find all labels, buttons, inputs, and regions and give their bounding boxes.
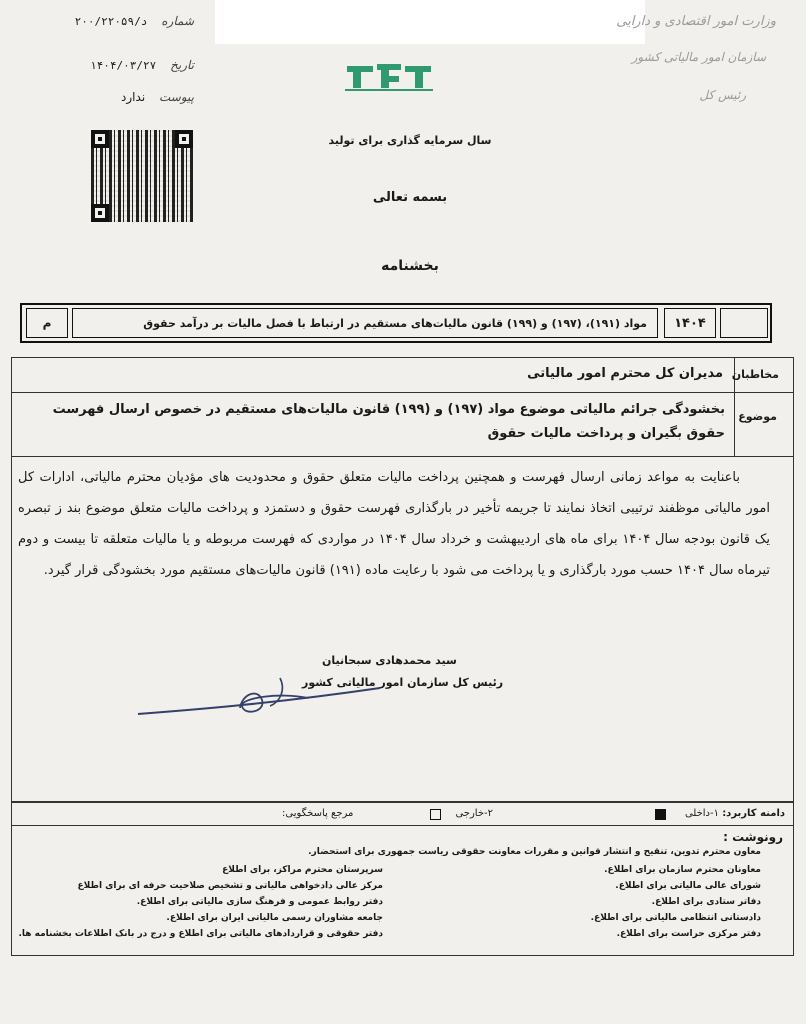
subject-value: بخشودگی جرائم مالیاتی موضوع مواد (۱۹۷) و (۱۹۹) قانون مالیات‌های مستقیم در خصوص ارسال فهرست حقوق بگیران و پرداخت مالیات حقوق <box>52 402 725 441</box>
basmala: بسمه تعالی <box>372 190 448 205</box>
copy-left-1: سرپرستان محترم مراکز، برای اطلاع <box>222 865 383 875</box>
circular-table <box>11 357 794 802</box>
attachment-value: ندارد <box>121 90 146 104</box>
internal-checkbox[interactable] <box>655 809 666 820</box>
external-checkbox[interactable] <box>430 809 441 820</box>
subject-label: موضوع <box>738 410 777 423</box>
copy-left-3: دفتر روابط عمومی و فرهنگ سازی مالیاتی برای اطلاع. <box>136 897 383 907</box>
date-label: تاریخ <box>170 58 194 72</box>
signer-name: سید محمدهادی سبحانیان <box>322 654 457 667</box>
subject-title: مواد (۱۹۱)، (۱۹۷) و (۱۹۹) قانون مالیات‌های مستقیم در ارتباط با فصل مالیات بر درآمد حقوق <box>72 308 658 338</box>
recipients-value: مدیران کل محترم امور مالیاتی <box>527 366 723 381</box>
number-label: شماره <box>161 14 194 28</box>
attachment-row <box>121 90 194 104</box>
copy-left-2: مرکز عالی دادخواهی مالیاتی و تشخیص صلاحیت حرفه ای برای اطلاع <box>77 881 383 891</box>
number-value: د/۲۰۰/۲۲۰۵۹ <box>74 15 148 28</box>
copy-right-4: دفاتر ستادی برای اطلاع. <box>651 897 761 907</box>
number-row <box>75 14 194 28</box>
copy-right-6: دفتر مرکزی حراست برای اطلاع. <box>616 929 761 939</box>
recipients-label: مخاطبان <box>731 368 779 381</box>
org-line-1: وزارت امور اقتصادی و دارایی <box>616 14 776 29</box>
date-value: ۱۴۰۴/۰۳/۲۷ <box>90 59 157 72</box>
date-row <box>90 58 194 72</box>
copy-left-5: دفتر حقوقی و قراردادهای مالیاتی برای اطلاع و درج در بانک اطلاعات بخشنامه ها. <box>18 929 383 939</box>
org-line-2: سازمان امور مالیاتی کشور <box>631 50 766 64</box>
external-label: ۲-خارجی <box>455 808 493 819</box>
copies-box <box>11 826 794 956</box>
subject-code: م <box>26 308 68 338</box>
tax-organization-logo-icon <box>343 58 435 94</box>
doc-type-title: بخشنامه <box>381 258 439 274</box>
qr-code-icon <box>91 130 193 222</box>
signer-title: رئیس کل سازمان امور مالیاتی کشور <box>302 676 504 689</box>
copy-right-1: معاون محترم تدوین، تنقیح و انتشار قوانین و مقررات معاونت حقوقی ریاست جمهوری برای استحضار. <box>308 847 761 857</box>
scope-label: دامنه کاربرد: <box>722 808 785 819</box>
reference-label: مرجع پاسخگویی: <box>282 808 354 819</box>
signature-icon <box>130 658 390 728</box>
attachment-label: پیوست <box>159 90 194 104</box>
copy-left-4: جامعه مشاوران رسمی مالیاتی ایران برای اطلاع. <box>166 913 383 923</box>
body-paragraph: باعنایت به مواعد زمانی ارسال فهرست و همچنین پرداخت مالیات متعلق حقوق و محدودیت های مؤدیان محترم مالیاتی، ادارات کل امور مالیاتی موظفند ترتیبی اتخاذ نمایند تا جریمه تأخیر در بارگذاری فهرست حقوق و دستمزد و پرداخت مالیات متعلق موضوع بند ز تبصره یک قانون بودجه سال ۱۴۰۴ برای ماه های اردیبهشت و خرداد سال ۱۴۰۴ در مواردی که فهرست مربوطه و یا مالیات متعلقه تا بیست و دوم تیرماه سال ۱۴۰۴ حسب مورد بارگذاری و یا پرداخت می شود با رعایت ماده (۱۹۱) قانون مالیات‌های مستقیم مورد بخشودگی قرار گیرد. <box>18 470 770 578</box>
copy-right-2: معاونان محترم سازمان برای اطلاع. <box>604 865 761 875</box>
top-blank-strip <box>215 0 645 44</box>
org-line-3: رئیس کل <box>699 88 746 102</box>
internal-label: ۱-داخلی <box>684 808 719 819</box>
copy-right-5: دادستانی انتظامی مالیاتی برای اطلاع. <box>590 913 761 923</box>
footer-strip <box>11 802 794 826</box>
subject-year: ۱۴۰۴ <box>664 308 716 338</box>
copy-right-3: شورای عالی مالیاتی برای اطلاع. <box>615 881 761 891</box>
subject-extra <box>720 308 768 338</box>
subject-box <box>20 303 772 343</box>
copies-title: رونوشت : <box>723 830 783 844</box>
slogan: سال سرمایه گذاری برای تولید <box>328 134 492 147</box>
